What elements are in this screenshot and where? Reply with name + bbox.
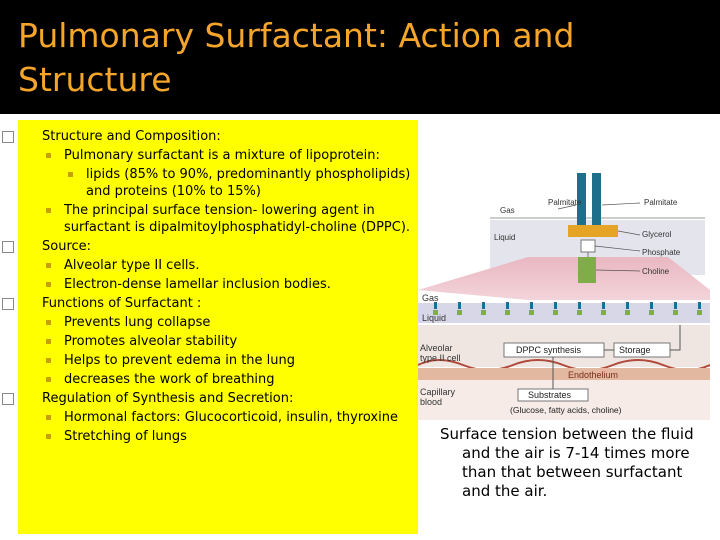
list-item: Promotes alveolar stability: [20, 333, 416, 350]
square-bullet-icon: [46, 358, 51, 363]
endothelium-label: Endothelium: [568, 370, 619, 380]
square-bullet-icon: [46, 263, 51, 268]
square-bullet-icon: [46, 282, 51, 287]
square-bullet-icon: [46, 339, 51, 344]
list-item: Functions of Surfactant :: [20, 295, 416, 312]
capillary-label-1: Capillary: [420, 387, 456, 397]
list-item: Alveolar type II cells.: [20, 257, 416, 274]
square-bullet-icon: [46, 415, 51, 420]
list-item: Prevents lung collapse: [20, 314, 416, 331]
square-bullet-icon: [68, 172, 73, 177]
list-item: decreases the work of breathing: [20, 371, 416, 388]
choline-block: [578, 257, 596, 283]
dppc-synthesis-label: DPPC synthesis: [516, 345, 582, 355]
palmitate-chain-right: [592, 173, 601, 225]
liquid-upper-label: Liquid: [494, 233, 516, 242]
list-item: Stretching of lungs: [20, 428, 416, 445]
glycerol-label: Glycerol: [642, 230, 672, 239]
square-bullet-icon: [46, 153, 51, 158]
square-bullet-icon: [46, 208, 51, 213]
substrates-label: Substrates: [528, 390, 572, 400]
list-item: lipids (85% to 90%, predominantly phospholipids) and proteins (10% to 15%): [20, 166, 416, 200]
list-item: Hormonal factors: Glucocorticoid, insulin, thyroxine: [20, 409, 416, 426]
surfactant-diagram: [418, 165, 710, 420]
list-item: Pulmonary surfactant is a mixture of lipoprotein:: [20, 147, 416, 164]
list-item: Source:: [20, 238, 416, 255]
list-item: Electron-dense lamellar inclusion bodies.: [20, 276, 416, 293]
checkbox-bullet-icon: [2, 393, 14, 405]
bullet-list: [20, 126, 416, 445]
list-item: Helps to prevent edema in the lung: [20, 352, 416, 369]
caption-text: Surface tension between the fluid and the air is 7-14 times more than that between surfactant and the air.: [440, 425, 698, 507]
choline-label: Choline: [642, 267, 670, 276]
storage-label: Storage: [619, 345, 651, 355]
capillary-label-2: blood: [420, 397, 443, 407]
gas-lower-label: Gas: [422, 293, 439, 303]
alveolar-cell-label-2: type II cell: [420, 353, 461, 363]
gas-upper-label: Gas: [500, 206, 515, 215]
square-bullet-icon: [46, 320, 51, 325]
list-item: The principal surface tension- lowering agent in surfactant is dipalmitoylphosphatidyl-choline (DPPC).: [20, 202, 416, 236]
square-bullet-icon: [46, 434, 51, 439]
palmitate-top-label: Palmitate: [548, 198, 582, 207]
liquid-lower-label: Liquid: [422, 313, 447, 323]
phosphate-label: Phosphate: [642, 248, 681, 257]
checkbox-bullet-icon: [2, 131, 14, 143]
glycerol-block: [568, 225, 618, 237]
list-item: Structure and Composition:: [20, 128, 416, 145]
palmitate-right-label: Palmitate: [644, 198, 678, 207]
substrates-detail-label: (Glucose, fatty acids, choline): [510, 405, 622, 415]
list-item: Regulation of Synthesis and Secretion:: [20, 390, 416, 407]
alveolar-cell-label-1: Alveolar: [420, 343, 453, 353]
slide-title: Pulmonary Surfactant: Action and Structure: [18, 16, 575, 99]
square-bullet-icon: [46, 377, 51, 382]
endothelium-layer: [418, 368, 710, 380]
checkbox-bullet-icon: [2, 241, 14, 253]
phosphate-block: [581, 240, 595, 252]
checkbox-bullet-icon: [2, 298, 14, 310]
